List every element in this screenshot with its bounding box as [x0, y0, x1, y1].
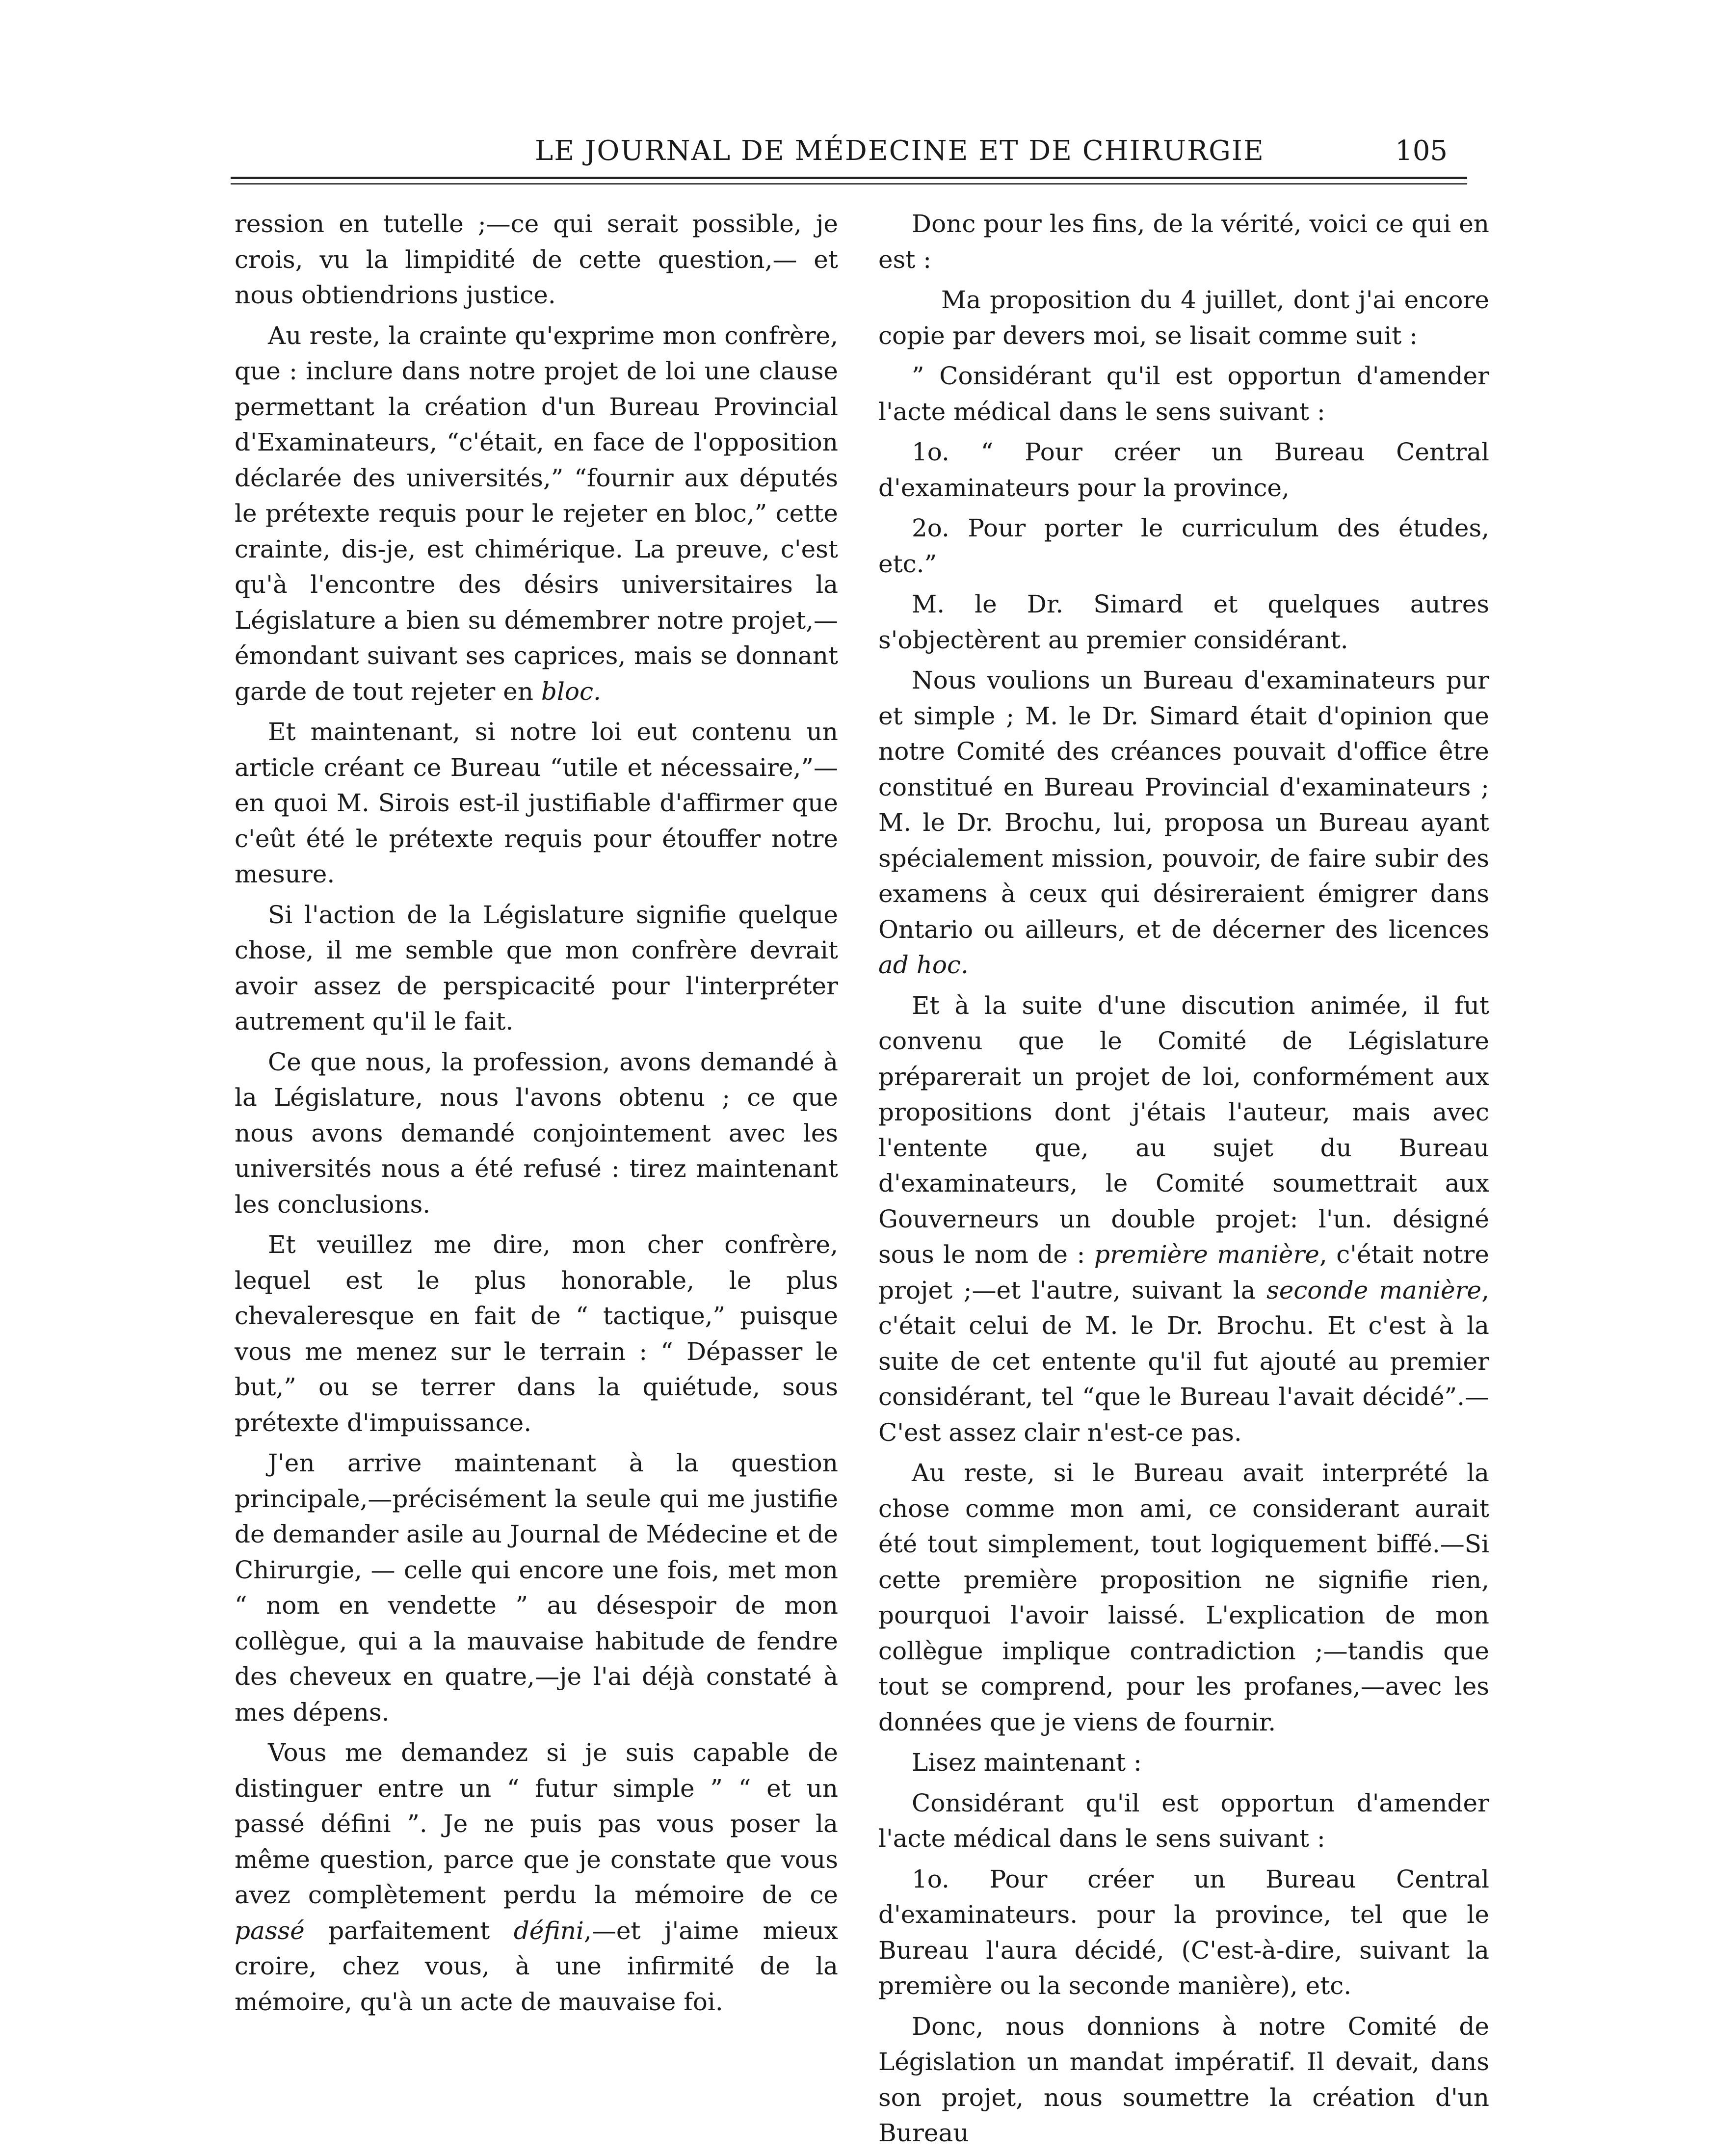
journal-title: LE JOURNAL DE MÉDECINE ET DE CHIRURGIE — [535, 135, 1265, 167]
text-run: Nous voulions un Bureau d'examinateurs pur et simple ; M. le Dr. Simard était d'opinion que notre Comité des créances pouvait d'office être constitué en Bureau Provincial d'examinateurs ; M. le Dr. Brochu, lui, proposa un Bureau ayant spécialement mission, pouvoir, de faire subir des examens à ceux qui désireraient émigrer dans Ontario ou ailleurs, et de décerner des licences — [878, 666, 1489, 944]
italic-text: défini — [513, 1916, 584, 1945]
text-run: 1o. Pour créer un Bureau Central d'examinateurs. pour la province, tel que le Bureau l'aura décidé, (C'est-à-dire, suivant la première ou la seconde manière), etc. — [878, 1864, 1489, 2000]
text-run: , c'était notre projet ;—et l'autre, suivant la — [878, 1240, 1489, 1304]
text-run: Et maintenant, si notre loi eut contenu un article créant ce Bureau “utile et nécessaire,”—en quoi M. Sirois est-il justifiable d'affirmer que c'eût été le prétexte requis pour étouffer notre mesure. — [235, 718, 838, 888]
paragraph — [235, 1445, 838, 1730]
text-run: Vous me demandez si je suis capable de distinguer entre un “ futur simple ” “ et un passé défini ”. Je ne puis pas vous poser la même question, parce que je constate que vous avez complètement perdu la mémoire de ce — [235, 1738, 838, 1909]
paragraph — [878, 1785, 1489, 1857]
paragraph — [878, 358, 1489, 429]
text-run: M. le Dr. Simard et quelques autres s'objectèrent au premier considérant. — [878, 590, 1489, 654]
text-run: , c'était celui de M. le Dr. Brochu. Et c'est à la suite de cet entente qu'il fut ajouté au premier considérant, tel “que le Bureau l'avait décidé”.—C'est assez clair n'est-ce pas. — [878, 1276, 1489, 1447]
paragraph — [235, 318, 838, 710]
text-run: ,—et j'aime mieux croire, chez vous, à une infirmité de la mémoire, qu'à un acte de mauvaise foi. — [235, 1916, 838, 2016]
paragraph — [235, 1044, 838, 1223]
header-rule — [231, 177, 1467, 185]
text-run: Au reste, si le Bureau avait interprété la chose comme mon ami, ce considerant aurait été tout simplement, tout logiquement biffé.—Si cette première proposition ne signifie rien, pourquoi l'avoir laissé. L'explication de mon collègue implique contradiction ;—tandis que tout se comprend, pour les profanes,—avec les données que je viens de fournir. — [878, 1459, 1489, 1736]
text-run: 2o. Pour porter le curriculum des études, etc.” — [878, 514, 1489, 578]
text-run: Et veuillez me dire, mon cher confrère, lequel est le plus honorable, le plus chevaleresque en fait de “ tactique,” puisque vous me menez sur le terrain : “ Dépasser le but,” ou se terrer dans la quiétude, sous prétexte d'impuissance. — [235, 1230, 838, 1437]
paragraph — [235, 1227, 838, 1440]
paragraph — [235, 897, 838, 1039]
paragraph — [878, 1862, 1489, 2004]
text-run: Et à la suite d'une discution animée, il fut convenu que le Comité de Législature préparerait un projet de loi, conformément aux propositions dont j'étais l'auteur, mais avec l'entente que, au sujet du Bureau d'examinateurs, le Comité soumettrait aux Gouverneurs un double projet: l'un. désigné sous le nom de : — [878, 991, 1489, 1269]
paragraph — [878, 663, 1489, 983]
paragraph — [878, 510, 1489, 582]
italic-text: première manière — [1094, 1240, 1319, 1269]
paragraph — [235, 1735, 838, 2020]
text-run: 1o. “ Pour créer un Bureau Central d'examinateurs pour la province, — [878, 438, 1489, 502]
text-run: ” Considérant qu'il est opportun d'amender l'acte médical dans le sens suivant : — [878, 362, 1489, 426]
italic-text: ad hoc. — [878, 951, 969, 979]
text-run: Si l'action de la Législature signifie quelque chose, il me semble que mon confrère devrait avoir assez de perspicacité pour l'interpréter autrement qu'il le fait. — [235, 900, 838, 1036]
italic-text: bloc. — [541, 677, 601, 706]
paragraph — [878, 1455, 1489, 1740]
running-header — [231, 125, 1467, 184]
text-run: J'en arrive maintenant à la question principale,—précisément la seule qui me justifie de demander asile au Journal de Médecine et de Chirurgie, — celle qui encore une fois, met mon “ nom en vendette ” au désespoir de mon collègue, qui a la mauvaise habitude de fendre des cheveux en quatre,—je l'ai déjà constaté à mes dépens. — [235, 1449, 838, 1727]
text-run: Ce que nous, la profession, avons demandé à la Législature, nous l'avons obtenu ; ce que nous avons demandé conjointement avec les universités nous a été refusé : tirez maintenant les conclusions. — [235, 1047, 838, 1219]
paragraph — [878, 2009, 1489, 2151]
paragraph — [235, 206, 838, 313]
left-column — [235, 206, 838, 2024]
text-run: parfaitement — [328, 1916, 490, 1945]
right-column — [878, 206, 1489, 2156]
text-run: Lisez maintenant : — [912, 1748, 1142, 1777]
text-run: Ma proposition du 4 juillet, dont j'ai encore copie par devers moi, se lisait comme suit : — [878, 286, 1489, 350]
text-run: Donc, nous donnions à notre Comité de Législation un mandat impératif. Il devait, dans son projet, nous soumettre la création d'un Bureau — [878, 2012, 1489, 2147]
paragraph — [878, 586, 1489, 658]
text-run: Considérant qu'il est opportun d'amender l'acte médical dans le sens suivant : — [878, 1788, 1489, 1853]
italic-text: passé — [235, 1916, 305, 1945]
page-number: 105 — [1395, 135, 1448, 167]
paragraph — [878, 282, 1489, 353]
text-run: Au reste, la crainte qu'exprime mon confrère, que : inclure dans notre projet de loi une clause permettant la création d'un Bureau Provincial d'Examinateurs, “c'était, en face de l'opposition déclarée des universités,” “fournir aux députés le prétexte requis pour le rejeter en bloc,” cette crainte, dis-je, est chimérique. La preuve, c'est qu'à l'encontre des désirs universitaires la Législature a bien su démembrer notre projet,—émondant suivant ses caprices, mais se donnant garde de tout rejeter en — [235, 321, 838, 706]
italic-text: seconde manière — [1266, 1276, 1482, 1304]
paragraph — [878, 206, 1489, 277]
text-run: ression en tutelle ;—ce qui serait possible, je crois, vu la limpidité de cette question,— et nous obtiendrions justice. — [235, 210, 838, 309]
paragraph — [878, 434, 1489, 506]
paragraph — [235, 714, 838, 892]
paragraph — [878, 1745, 1489, 1781]
paragraph — [878, 988, 1489, 1451]
text-run: Donc pour les fins, de la vérité, voici ce qui en est : — [878, 210, 1489, 274]
